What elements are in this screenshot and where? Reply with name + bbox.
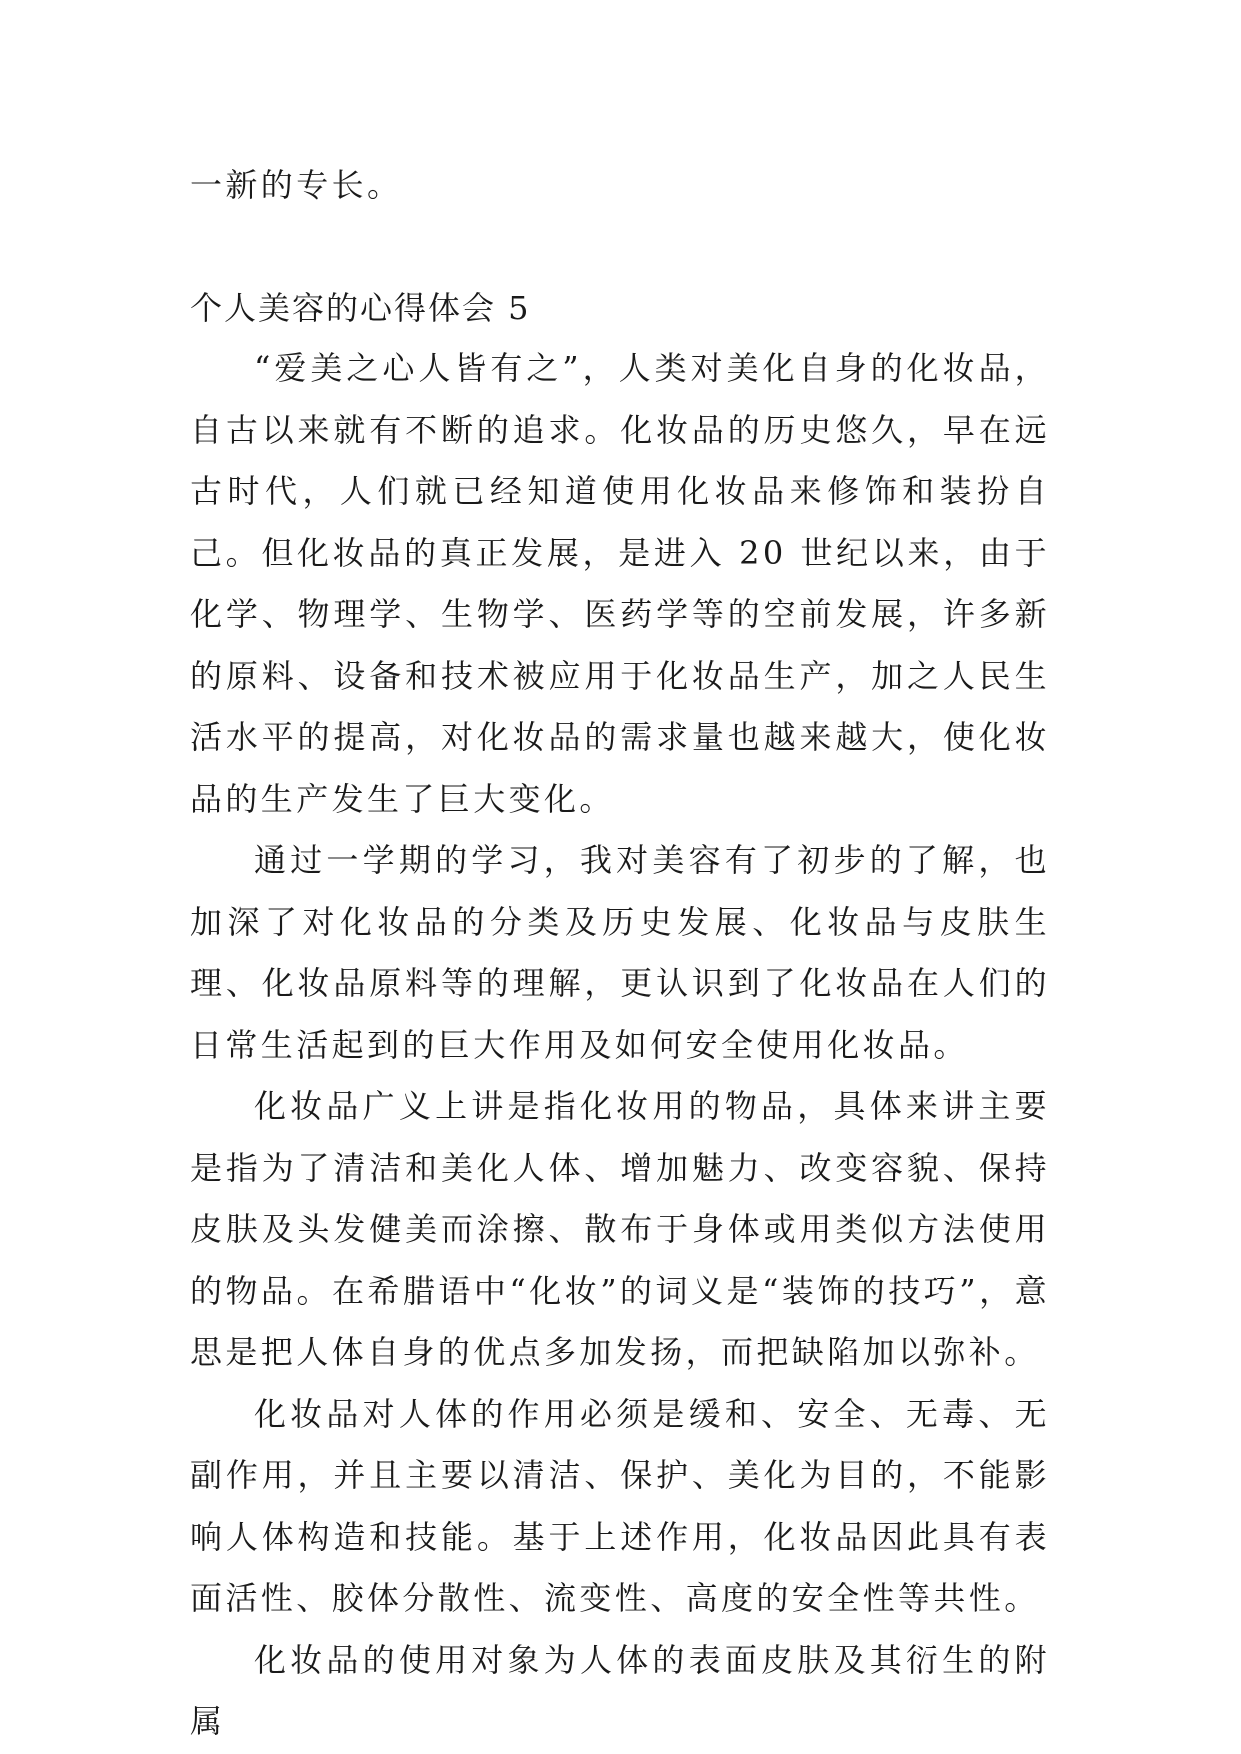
section-title: 个人美容的心得体会 5: [190, 289, 531, 327]
carryover-text: 一新的专长。: [190, 166, 403, 204]
body-text: [190, 338, 1050, 1753]
paragraph-2: 通过一学期的学习，我对美容有了初步的了解，也加深了对化妆品的分类及历史发展、化妆品与皮肤生理、化妆品原料等的理解，更认识到了化妆品在人们的日常生活起到的巨大作用及如何安全使用化妆品。: [190, 841, 1050, 1064]
paragraph-1: “爱美之心人皆有之”，人类对美化自身的化妆品，自古以来就有不断的追求。化妆品的历史悠久，早在远古时代，人们就已经知道使用化妆品来修饰和装扮自己。但化妆品的真正发展，是进入 20 世纪以来，由于化学、物理学、生物学、医药学等的空前发展，许多新的原料、设备和技术被应用于化妆品生产，加之人民生活水平的提高，对化妆品的需求量也越来越大，使化妆品的生产发生了巨大变化。: [190, 349, 1050, 818]
paragraph-4: 化妆品对人体的作用必须是缓和、安全、无毒、无副作用，并且主要以清洁、保护、美化为目的，不能影响人体构造和技能。基于上述作用，化妆品因此具有表面活性、胶体分散性、流变性、高度的安全性等共性。: [190, 1394, 1050, 1617]
paragraph-5: 化妆品的使用对象为人体的表面皮肤及其衍生的附属: [190, 1640, 1050, 1740]
paragraph-3: 化妆品广义上讲是指化妆用的物品，具体来讲主要是指为了清洁和美化人体、增加魅力、改变容貌、保持皮肤及头发健美而涂擦、散布于身体或用类似方法使用的物品。在希腊语中“化妆”的词义是“装饰的技巧”，意思是把人体自身的优点多加发扬，而把缺陷加以弥补。: [190, 1087, 1050, 1371]
